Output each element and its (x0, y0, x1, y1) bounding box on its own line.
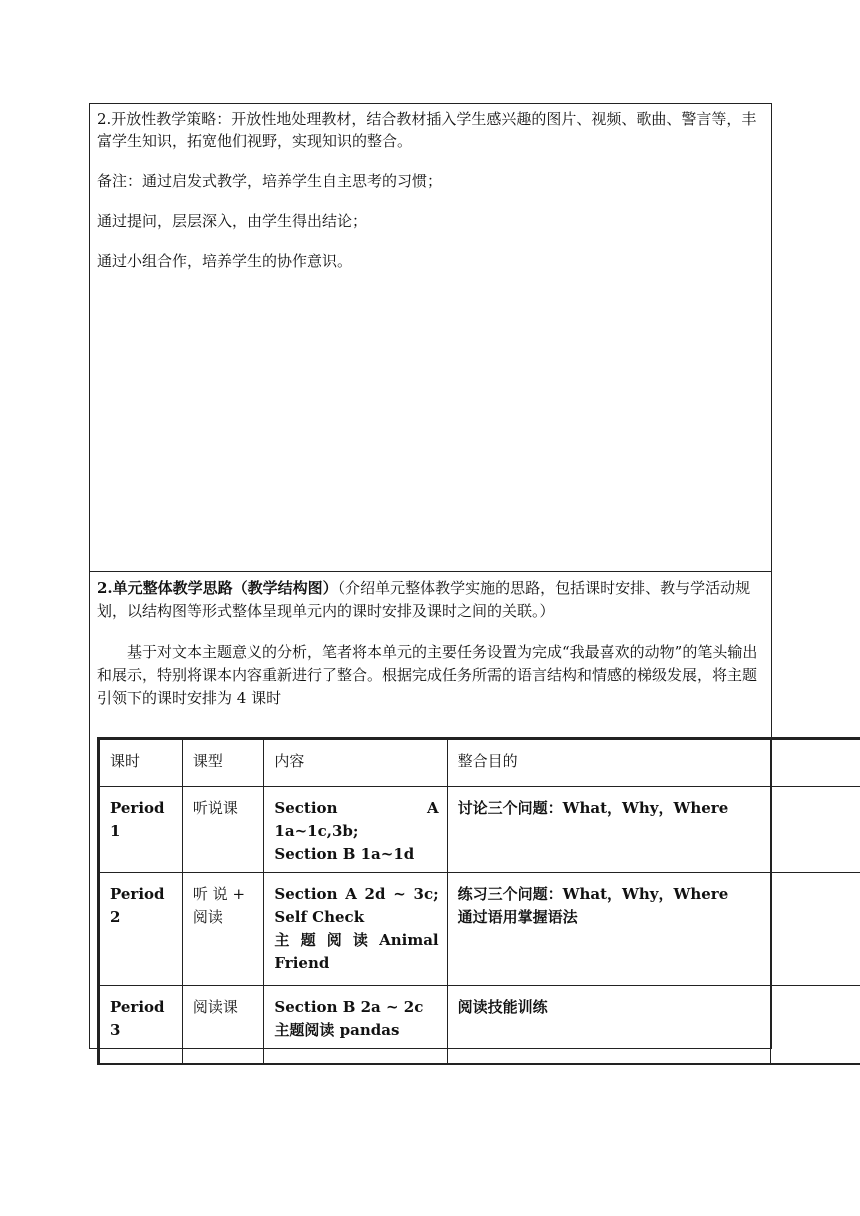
note-line-3: 通过小组合作，培养学生的协作意识。 (97, 252, 353, 270)
unit-plan-heading (97, 577, 765, 623)
type-cell: 听说课 (182, 787, 264, 873)
content-line: Section A 2d ~ 3c; (274, 885, 439, 903)
extra-cell (771, 873, 860, 986)
table-row (99, 986, 860, 1064)
goal-cell (447, 873, 771, 986)
unit-plan-heading-bold: 2.单元整体教学思路（教学结构图） (97, 579, 338, 597)
lesson-table (97, 737, 860, 1065)
note-line-1: 备注：通过启发式教学，培养学生自主思考的习惯； (97, 172, 443, 190)
unit-plan-section (97, 577, 765, 710)
header-period: 课时 (99, 739, 183, 787)
unit-plan-body: 基于对文本主题意义的分析，笔者将本单元的主要任务设置为完成“我最喜欢的动物”的笔头输出和展示，特别将课本内容重新进行了整合。根据完成任务所需的语言结构和情感的梯级发展，将主题引领下的课时安排为 4 课时 (97, 643, 758, 707)
goal-line: 阅读技能训练 (457, 998, 548, 1016)
content-line: 主题阅读 pandas (274, 1021, 400, 1039)
note-line-2: 通过提问，层层深入，由学生得出结论； (97, 212, 368, 230)
content-line: Self Check (274, 908, 365, 926)
content-line: 主 题 阅 读 Animal (274, 931, 439, 949)
type-cell: 听 说 + 阅读 (182, 873, 264, 986)
header-extra (771, 739, 860, 787)
goal-cell (447, 986, 771, 1064)
table-header-row (99, 739, 860, 787)
type-cell: 阅读课 (182, 986, 264, 1064)
table-row (99, 787, 860, 873)
extra-cell (771, 986, 860, 1064)
strategy-paragraph: 2.开放性教学策略：开放性地处理教材，结合教材插入学生感兴趣的图片、视频、歌曲、警言等，丰富学生知识，拓宽他们视野，实现知识的整合。 (97, 110, 757, 150)
content-cell (264, 787, 447, 873)
header-goal: 整合目的 (447, 739, 771, 787)
period-cell: Period 1 (99, 787, 183, 873)
section-divider (90, 571, 771, 572)
content-line: Friend (274, 954, 330, 972)
content-line: Section B 2a ~ 2c (274, 998, 424, 1016)
goal-line: 通过语用掌握语法 (457, 908, 578, 926)
table-row (99, 873, 860, 986)
header-content: 内容 (264, 739, 447, 787)
period-cell: Period 3 (99, 986, 183, 1064)
unit-plan-heading-note: （介绍单元整体教学实施的思路，包括课时安排、教与学活动规划，以结构图等形式整体呈现单元内的课时安排及课时之间的关联。） (97, 579, 751, 620)
content-cell (264, 986, 447, 1064)
extra-cell (771, 787, 860, 873)
content-cell (264, 873, 447, 986)
goal-cell (447, 787, 771, 873)
header-type: 课型 (182, 739, 264, 787)
content-line: Section A 1a~1c,3b; (274, 799, 439, 840)
content-line: Section B 1a~1d (274, 845, 415, 863)
period-cell: Period 2 (99, 873, 183, 986)
goal-line: 练习三个问题：What，Why，Where (457, 885, 729, 903)
strategy-section (97, 108, 765, 290)
goal-line: 讨论三个问题：What，Why，Where (457, 799, 729, 817)
